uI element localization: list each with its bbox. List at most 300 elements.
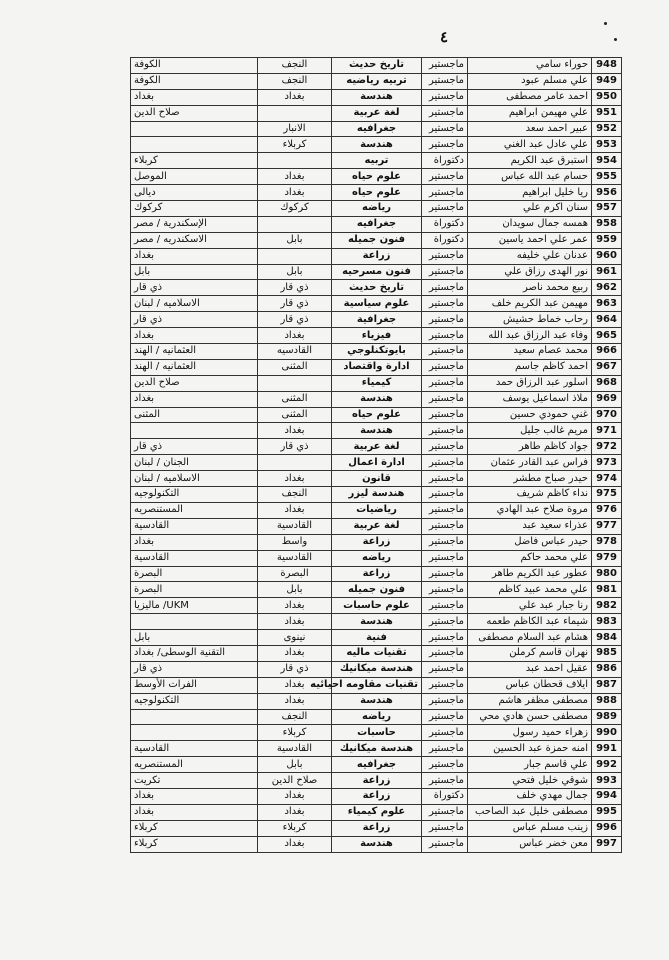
institution-cell: الكوفة	[131, 58, 258, 74]
specialty-cell: جغرافيه	[332, 121, 422, 137]
name-cell: غني حمودي حسين	[468, 407, 592, 423]
university-cell: النجف	[258, 487, 332, 503]
degree-cell: ماجستير	[422, 185, 468, 201]
row-number: 959	[592, 232, 622, 248]
degree-cell: ماجستير	[422, 455, 468, 471]
university-cell: القادسيه	[258, 344, 332, 360]
table-row	[131, 661, 622, 677]
table-row	[131, 121, 622, 137]
row-number: 973	[592, 455, 622, 471]
degree-cell: ماجستير	[422, 359, 468, 375]
table-row	[131, 296, 622, 312]
table-row	[131, 693, 622, 709]
table-row	[131, 312, 622, 328]
institution-cell: القادسية	[131, 518, 258, 534]
specialty-cell: لغة عربية	[332, 439, 422, 455]
institution-cell: القادسية	[131, 550, 258, 566]
name-cell: زهراء حميد رسول	[468, 725, 592, 741]
row-number: 990	[592, 725, 622, 741]
name-cell: مهيمن عبد الكريم خلف	[468, 296, 592, 312]
institution-cell: بابل	[131, 630, 258, 646]
table-row	[131, 471, 622, 487]
table-row	[131, 89, 622, 105]
university-cell: المثنى	[258, 407, 332, 423]
table-row	[131, 185, 622, 201]
institution-cell: تكريت	[131, 773, 258, 789]
institution-cell: بغداد	[131, 248, 258, 264]
name-cell: علي قاسم جبار	[468, 757, 592, 773]
degree-cell: ماجستير	[422, 423, 468, 439]
degree-cell: ماجستير	[422, 121, 468, 137]
specialty-cell: زراعة	[332, 248, 422, 264]
institution-cell: UKM/ ماليزيا	[131, 598, 258, 614]
specialty-cell: رياضه	[332, 201, 422, 217]
table-row	[131, 534, 622, 550]
row-number: 984	[592, 630, 622, 646]
table-row	[131, 757, 622, 773]
degree-cell: دكتوراة	[422, 788, 468, 804]
degree-cell: ماجستير	[422, 137, 468, 153]
name-cell: رنا جبار عبد علي	[468, 598, 592, 614]
table-row	[131, 820, 622, 836]
university-cell: بغداد	[258, 836, 332, 852]
university-cell: النجف	[258, 58, 332, 74]
roster-table	[130, 57, 622, 853]
university-cell: بغداد	[258, 645, 332, 661]
row-number: 971	[592, 423, 622, 439]
institution-cell: ديالى	[131, 185, 258, 201]
name-cell: فراس عبد القادر عثمان	[468, 455, 592, 471]
table-row	[131, 630, 622, 646]
row-number: 956	[592, 185, 622, 201]
name-cell: مروة صلاح عبد الهادي	[468, 502, 592, 518]
degree-cell: ماجستير	[422, 471, 468, 487]
university-cell: بغداد	[258, 169, 332, 185]
university-cell: بغداد	[258, 788, 332, 804]
row-number: 949	[592, 73, 622, 89]
name-cell: حسام عبد الله عباس	[468, 169, 592, 185]
institution-cell: العثمانيه / الهند	[131, 359, 258, 375]
institution-cell: الاسلاميه / لبنان	[131, 471, 258, 487]
name-cell: عمر علي احمد ياسين	[468, 232, 592, 248]
institution-cell: كربلاء	[131, 153, 258, 169]
institution-cell: الكوفة	[131, 73, 258, 89]
degree-cell: ماجستير	[422, 58, 468, 74]
name-cell: علي عادل عبد الغني	[468, 137, 592, 153]
institution-cell: المستنصريه	[131, 757, 258, 773]
degree-cell: ماجستير	[422, 375, 468, 391]
row-number: 991	[592, 741, 622, 757]
university-cell: ذي قار	[258, 280, 332, 296]
row-number: 992	[592, 757, 622, 773]
specialty-cell: جغرافية	[332, 312, 422, 328]
university-cell: بغداد	[258, 693, 332, 709]
table-row	[131, 439, 622, 455]
specialty-cell: هندسة	[332, 836, 422, 852]
institution-cell	[131, 725, 258, 741]
name-cell: اسلور عبد الرزاق حمد	[468, 375, 592, 391]
specialty-cell: زراعة	[332, 534, 422, 550]
university-cell: البصرة	[258, 566, 332, 582]
specialty-cell: لغة عربية	[332, 518, 422, 534]
table-row	[131, 709, 622, 725]
table-row	[131, 582, 622, 598]
institution-cell: التكنولوجيه	[131, 693, 258, 709]
name-cell: ايلاف قحطان عباس	[468, 677, 592, 693]
degree-cell: ماجستير	[422, 169, 468, 185]
specialty-cell: تربيه	[332, 153, 422, 169]
specialty-cell: جغرافيه	[332, 216, 422, 232]
row-number: 957	[592, 201, 622, 217]
degree-cell: ماجستير	[422, 89, 468, 105]
institution-cell: القادسية	[131, 741, 258, 757]
table-row	[131, 804, 622, 820]
row-number: 977	[592, 518, 622, 534]
university-cell: بابل	[258, 232, 332, 248]
row-number: 986	[592, 661, 622, 677]
table-row	[131, 248, 622, 264]
university-cell: بابل	[258, 582, 332, 598]
university-cell: المثنى	[258, 391, 332, 407]
institution-cell: الجنان / لبنان	[131, 455, 258, 471]
degree-cell: ماجستير	[422, 709, 468, 725]
name-cell: محمد عصام سعيد	[468, 344, 592, 360]
row-number: 976	[592, 502, 622, 518]
institution-cell: البصرة	[131, 566, 258, 582]
row-number: 951	[592, 105, 622, 121]
degree-cell: ماجستير	[422, 105, 468, 121]
university-cell: المثنى	[258, 359, 332, 375]
roster-body	[131, 58, 622, 853]
name-cell: جواد كاظم طاهر	[468, 439, 592, 455]
institution-cell: الاسكندريه / مصر	[131, 232, 258, 248]
table-row	[131, 407, 622, 423]
institution-cell: بغداد	[131, 391, 258, 407]
row-number: 989	[592, 709, 622, 725]
specialty-cell: كيمياء	[332, 375, 422, 391]
specialty-cell: هندسة	[332, 423, 422, 439]
name-cell: حيدر عباس فاضل	[468, 534, 592, 550]
row-number: 974	[592, 471, 622, 487]
table-row	[131, 645, 622, 661]
table-row	[131, 232, 622, 248]
university-cell	[258, 216, 332, 232]
name-cell: علي مهيمن ابراهيم	[468, 105, 592, 121]
specialty-cell: زراعة	[332, 773, 422, 789]
degree-cell: دكتوراة	[422, 216, 468, 232]
table-row	[131, 73, 622, 89]
name-cell: علي محمد حاكم	[468, 550, 592, 566]
name-cell: هشام عبد السلام مصطفى	[468, 630, 592, 646]
university-cell: كربلاء	[258, 137, 332, 153]
table-row	[131, 169, 622, 185]
name-cell: ريا خليل ابراهيم	[468, 185, 592, 201]
table-row	[131, 153, 622, 169]
university-cell: الانبار	[258, 121, 332, 137]
institution-cell: صلاح الدين	[131, 105, 258, 121]
name-cell: رحاب خماط حشيش	[468, 312, 592, 328]
specialty-cell: ادارة واقتصاد	[332, 359, 422, 375]
table-row	[131, 105, 622, 121]
specialty-cell: هندسة	[332, 391, 422, 407]
name-cell: عذراء سعيد عبد	[468, 518, 592, 534]
degree-cell: ماجستير	[422, 518, 468, 534]
row-number: 969	[592, 391, 622, 407]
institution-cell: ذي قار	[131, 439, 258, 455]
table-row	[131, 455, 622, 471]
university-cell: بابل	[258, 264, 332, 280]
row-number: 965	[592, 328, 622, 344]
degree-cell: ماجستير	[422, 344, 468, 360]
degree-cell: ماجستير	[422, 820, 468, 836]
university-cell: بابل	[258, 757, 332, 773]
specialty-cell: زراعة	[332, 566, 422, 582]
specialty-cell: هندسة ليزر	[332, 487, 422, 503]
degree-cell: ماجستير	[422, 73, 468, 89]
institution-cell: بابل	[131, 264, 258, 280]
name-cell: معن خضر عباس	[468, 836, 592, 852]
specialty-cell: هندسة	[332, 137, 422, 153]
name-cell: احمد كاظم جاسم	[468, 359, 592, 375]
university-cell: بغداد	[258, 89, 332, 105]
name-cell: نور الهدى رزاق علي	[468, 264, 592, 280]
university-cell: بغداد	[258, 804, 332, 820]
degree-cell: ماجستير	[422, 296, 468, 312]
institution-cell: بغداد	[131, 328, 258, 344]
specialty-cell: علوم حياه	[332, 185, 422, 201]
specialty-cell: هندسة ميكانيك	[332, 661, 422, 677]
name-cell: زينب مسلم عباس	[468, 820, 592, 836]
university-cell: بغداد	[258, 598, 332, 614]
specialty-cell: هندسة	[332, 614, 422, 630]
table-row	[131, 741, 622, 757]
row-number: 975	[592, 487, 622, 503]
institution-cell: ذي قار	[131, 312, 258, 328]
specialty-cell: فنون جميله	[332, 232, 422, 248]
scan-speck	[604, 22, 607, 25]
degree-cell: ماجستير	[422, 630, 468, 646]
row-number: 964	[592, 312, 622, 328]
name-cell: استبرق عبد الكريم	[468, 153, 592, 169]
table-row	[131, 487, 622, 503]
university-cell: النجف	[258, 709, 332, 725]
name-cell: جمال مهدي خلف	[468, 788, 592, 804]
degree-cell: ماجستير	[422, 248, 468, 264]
table-row	[131, 614, 622, 630]
row-number: 972	[592, 439, 622, 455]
specialty-cell: هندسة	[332, 693, 422, 709]
row-number: 963	[592, 296, 622, 312]
institution-cell: الفرات الأوسط	[131, 677, 258, 693]
degree-cell: ماجستير	[422, 280, 468, 296]
row-number: 995	[592, 804, 622, 820]
institution-cell	[131, 121, 258, 137]
row-number: 993	[592, 773, 622, 789]
table-row	[131, 788, 622, 804]
row-number: 985	[592, 645, 622, 661]
name-cell: نداء كاظم شريف	[468, 487, 592, 503]
table-row	[131, 725, 622, 741]
row-number: 978	[592, 534, 622, 550]
specialty-cell: زراعة	[332, 788, 422, 804]
row-number: 981	[592, 582, 622, 598]
name-cell: عدنان علي خليفه	[468, 248, 592, 264]
institution-cell: العثمانيه / الهند	[131, 344, 258, 360]
specialty-cell: بايوتكنلوجي	[332, 344, 422, 360]
name-cell: حيدر صباح مطشر	[468, 471, 592, 487]
table-row	[131, 375, 622, 391]
university-cell: بغداد	[258, 471, 332, 487]
specialty-cell: علوم حاسبات	[332, 598, 422, 614]
name-cell: مريم غالب جليل	[468, 423, 592, 439]
university-cell	[258, 153, 332, 169]
university-cell: كربلاء	[258, 725, 332, 741]
university-cell: القادسية	[258, 550, 332, 566]
degree-cell: ماجستير	[422, 836, 468, 852]
row-number: 987	[592, 677, 622, 693]
degree-cell: ماجستير	[422, 614, 468, 630]
university-cell: ذي قار	[258, 439, 332, 455]
name-cell: شيماء عبد الكاظم طعمه	[468, 614, 592, 630]
university-cell	[258, 375, 332, 391]
name-cell: مصطفى مظفر هاشم	[468, 693, 592, 709]
table-row	[131, 328, 622, 344]
name-cell: نهران قاسم كرملن	[468, 645, 592, 661]
institution-cell: التقنية الوسطى/ بغداد	[131, 645, 258, 661]
table-row	[131, 391, 622, 407]
row-number: 966	[592, 344, 622, 360]
specialty-cell: تربيه رياضيه	[332, 73, 422, 89]
table-row	[131, 502, 622, 518]
specialty-cell: علوم حياه	[332, 407, 422, 423]
institution-cell: المثنى	[131, 407, 258, 423]
university-cell: بغداد	[258, 614, 332, 630]
name-cell: همسه جمال سويدان	[468, 216, 592, 232]
degree-cell: ماجستير	[422, 328, 468, 344]
university-cell: واسط	[258, 534, 332, 550]
specialty-cell: هندسة ميكانيك	[332, 741, 422, 757]
row-number: 953	[592, 137, 622, 153]
specialty-cell: فيزياء	[332, 328, 422, 344]
specialty-cell: تاريخ حديث	[332, 280, 422, 296]
institution-cell: الموصل	[131, 169, 258, 185]
row-number: 955	[592, 169, 622, 185]
institution-cell: كربلاء	[131, 820, 258, 836]
table-row	[131, 423, 622, 439]
row-number: 967	[592, 359, 622, 375]
row-number: 950	[592, 89, 622, 105]
university-cell: كركوك	[258, 201, 332, 217]
specialty-cell: هندسة	[332, 89, 422, 105]
row-number: 982	[592, 598, 622, 614]
degree-cell: ماجستير	[422, 439, 468, 455]
degree-cell: ماجستير	[422, 804, 468, 820]
row-number: 988	[592, 693, 622, 709]
row-number: 980	[592, 566, 622, 582]
specialty-cell: ادارة اعمال	[332, 455, 422, 471]
table-row	[131, 550, 622, 566]
name-cell: مصطفى حسن هادي محي	[468, 709, 592, 725]
table-row	[131, 773, 622, 789]
institution-cell	[131, 709, 258, 725]
table-row	[131, 280, 622, 296]
institution-cell: كربلاء	[131, 836, 258, 852]
university-cell: نينوى	[258, 630, 332, 646]
degree-cell: ماجستير	[422, 725, 468, 741]
table-row	[131, 518, 622, 534]
specialty-cell: رياضيات	[332, 502, 422, 518]
row-number: 958	[592, 216, 622, 232]
institution-cell: المستنصريه	[131, 502, 258, 518]
row-number: 961	[592, 264, 622, 280]
row-number: 952	[592, 121, 622, 137]
row-number: 997	[592, 836, 622, 852]
institution-cell: بغداد	[131, 788, 258, 804]
name-cell: حوراء سامي	[468, 58, 592, 74]
row-number: 962	[592, 280, 622, 296]
name-cell: وفاء عبد الرزاق عبد الله	[468, 328, 592, 344]
degree-cell: ماجستير	[422, 566, 468, 582]
specialty-cell: جغرافيه	[332, 757, 422, 773]
specialty-cell: علوم كيمياء	[332, 804, 422, 820]
institution-cell: ذي قار	[131, 661, 258, 677]
specialty-cell: فنون جميله	[332, 582, 422, 598]
name-cell: ملاذ اسماعيل يوسف	[468, 391, 592, 407]
institution-cell: البصرة	[131, 582, 258, 598]
table-row	[131, 216, 622, 232]
name-cell: علي محمد عبيد كاظم	[468, 582, 592, 598]
row-number: 960	[592, 248, 622, 264]
name-cell: امنه حمزة عبد الحسين	[468, 741, 592, 757]
university-cell: ذي قار	[258, 312, 332, 328]
degree-cell: ماجستير	[422, 502, 468, 518]
institution-cell: التكنولوجيه	[131, 487, 258, 503]
university-cell: النجف	[258, 73, 332, 89]
university-cell: القادسية	[258, 518, 332, 534]
table-row	[131, 598, 622, 614]
row-number: 996	[592, 820, 622, 836]
row-number: 954	[592, 153, 622, 169]
name-cell: ربيع محمد ناصر	[468, 280, 592, 296]
row-number: 983	[592, 614, 622, 630]
institution-cell: الاسلاميه / لبنان	[131, 296, 258, 312]
specialty-cell: فنون مسرحيه	[332, 264, 422, 280]
specialty-cell: لغة عربية	[332, 105, 422, 121]
table-row	[131, 58, 622, 74]
specialty-cell: علوم سياسية	[332, 296, 422, 312]
institution-cell: ذي قار	[131, 280, 258, 296]
institution-cell	[131, 614, 258, 630]
degree-cell: ماجستير	[422, 201, 468, 217]
table-row	[131, 201, 622, 217]
institution-cell: بغداد	[131, 534, 258, 550]
institution-cell: الإسكندرية / مصر	[131, 216, 258, 232]
degree-cell: ماجستير	[422, 757, 468, 773]
name-cell: علي مسلم عبود	[468, 73, 592, 89]
name-cell: عطور عبد الكريم طاهر	[468, 566, 592, 582]
degree-cell: ماجستير	[422, 312, 468, 328]
degree-cell: ماجستير	[422, 407, 468, 423]
degree-cell: ماجستير	[422, 391, 468, 407]
institution-cell: بغداد	[131, 89, 258, 105]
degree-cell: ماجستير	[422, 773, 468, 789]
degree-cell: ماجستير	[422, 661, 468, 677]
university-cell: كربلاء	[258, 820, 332, 836]
name-cell: عقيل احمد عبد	[468, 661, 592, 677]
degree-cell: ماجستير	[422, 487, 468, 503]
name-cell: سنان اكرم علي	[468, 201, 592, 217]
degree-cell: ماجستير	[422, 582, 468, 598]
